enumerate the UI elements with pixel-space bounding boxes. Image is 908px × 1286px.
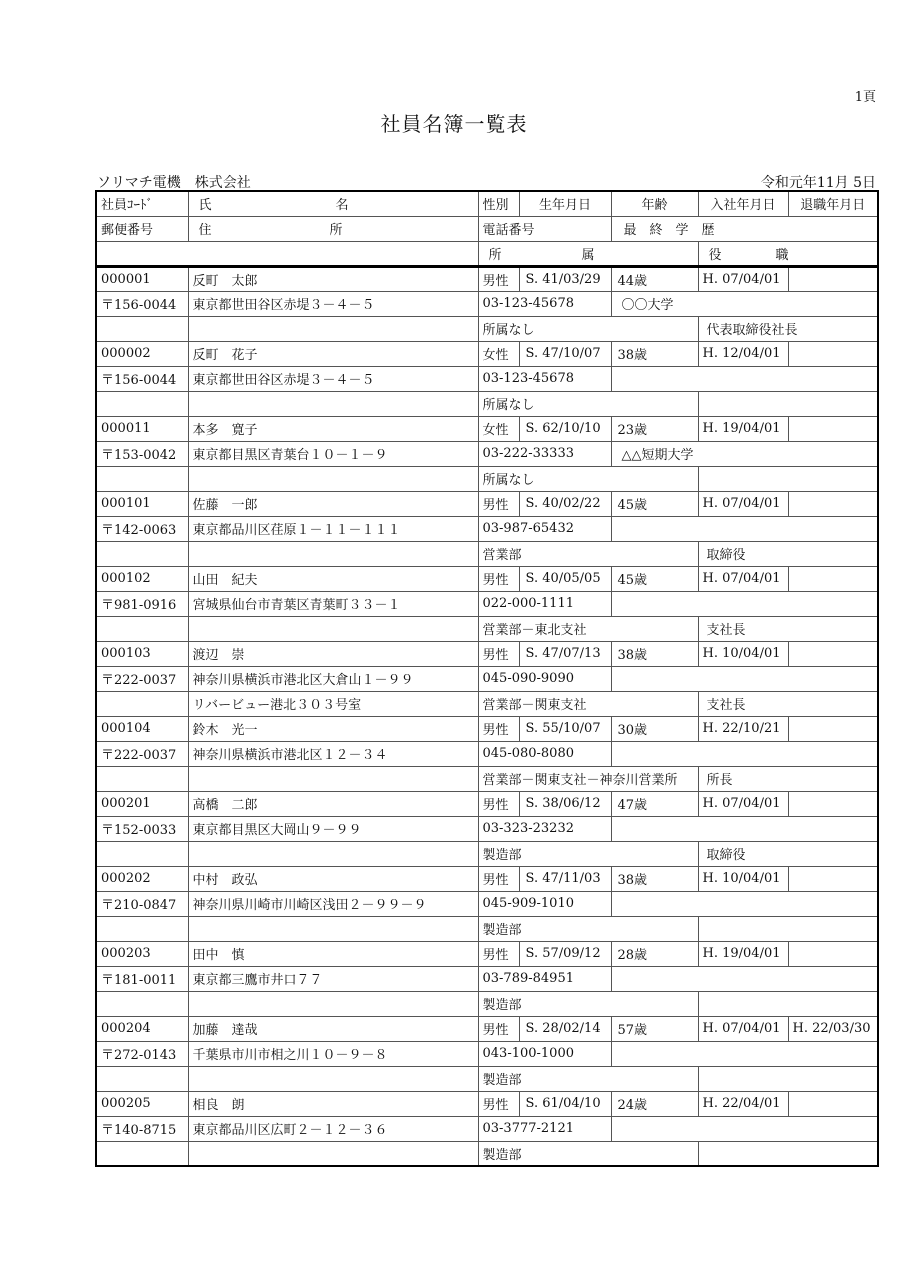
employee-blank xyxy=(96,691,188,716)
employee-department: 所属なし xyxy=(478,391,698,416)
employee-name: 反町 花子 xyxy=(188,341,478,366)
employee-gender: 男性 xyxy=(478,941,519,966)
employee-position: 取締役 xyxy=(698,541,878,566)
employee-blank xyxy=(96,391,188,416)
employee-row-contact xyxy=(96,291,878,316)
employee-row-contact xyxy=(96,1116,878,1141)
employee-birth: S. 57/09/12 xyxy=(519,941,611,966)
employee-row-contact xyxy=(96,891,878,916)
header-department-1: 所 xyxy=(488,247,502,263)
header-education: 最 終 学 歴 xyxy=(611,216,878,241)
header-department xyxy=(478,241,698,266)
header-postal: 郵便番号 xyxy=(96,216,188,241)
employee-position: 支社長 xyxy=(698,616,878,641)
employee-age: 24歳 xyxy=(611,1091,698,1116)
employee-address-line2 xyxy=(188,541,478,566)
employee-address-line2 xyxy=(188,841,478,866)
employee-gender: 女性 xyxy=(478,341,519,366)
employee-row-department xyxy=(96,991,878,1016)
employee-education xyxy=(611,891,878,916)
employee-address-line2 xyxy=(188,316,478,341)
employee-address-line2 xyxy=(188,466,478,491)
employee-birth: S. 47/11/03 xyxy=(519,866,611,891)
employee-education xyxy=(611,366,878,391)
employee-row-contact xyxy=(96,441,878,466)
header-row-2 xyxy=(96,216,878,241)
employee-postal: 〒222-0037 xyxy=(96,666,188,691)
header-row-3 xyxy=(96,241,878,266)
employee-retire-date xyxy=(788,791,878,816)
employee-code: 000205 xyxy=(96,1091,188,1116)
employee-address: 東京都品川区広町２－１２－３６ xyxy=(188,1116,478,1141)
employee-position: 所長 xyxy=(698,766,878,791)
employee-name: 田中 慎 xyxy=(188,941,478,966)
employee-blank xyxy=(96,1141,188,1166)
employee-hire-date: H. 07/04/01 xyxy=(698,791,788,816)
employee-birth: S. 38/06/12 xyxy=(519,791,611,816)
header-position xyxy=(698,241,878,266)
employee-row-main xyxy=(96,266,878,291)
employee-row-department xyxy=(96,1141,878,1166)
employee-row-department xyxy=(96,1066,878,1091)
employee-birth: S. 47/10/07 xyxy=(519,341,611,366)
employee-age: 57歳 xyxy=(611,1016,698,1041)
employee-row-department xyxy=(96,916,878,941)
employee-gender: 男性 xyxy=(478,791,519,816)
employee-row-department xyxy=(96,391,878,416)
employee-name: 鈴木 光一 xyxy=(188,716,478,741)
employee-address: 神奈川県横浜市港北区１２－３４ xyxy=(188,741,478,766)
employee-row-main xyxy=(96,566,878,591)
employee-name: 本多 寛子 xyxy=(188,416,478,441)
employee-birth: S. 40/02/22 xyxy=(519,491,611,516)
employee-code: 000011 xyxy=(96,416,188,441)
employee-postal: 〒156-0044 xyxy=(96,366,188,391)
employee-roster-table xyxy=(95,190,879,1167)
employee-row-department xyxy=(96,541,878,566)
employee-birth: S. 62/10/10 xyxy=(519,416,611,441)
employee-address-line2 xyxy=(188,1066,478,1091)
employee-hire-date: H. 07/04/01 xyxy=(698,1016,788,1041)
employee-position: 支社長 xyxy=(698,691,878,716)
employee-blank xyxy=(96,316,188,341)
employee-gender: 女性 xyxy=(478,416,519,441)
employee-address-line2 xyxy=(188,991,478,1016)
employee-postal: 〒152-0033 xyxy=(96,816,188,841)
employee-row-contact xyxy=(96,966,878,991)
employee-hire-date: H. 22/10/21 xyxy=(698,716,788,741)
header-address xyxy=(188,216,478,241)
employee-phone: 03-987-65432 xyxy=(478,516,611,541)
employee-blank xyxy=(96,841,188,866)
employee-birth: S. 40/05/05 xyxy=(519,566,611,591)
employee-gender: 男性 xyxy=(478,641,519,666)
employee-postal: 〒142-0063 xyxy=(96,516,188,541)
employee-row-main xyxy=(96,1016,878,1041)
employee-row-department xyxy=(96,766,878,791)
employee-department: 所属なし xyxy=(478,466,698,491)
employee-age: 44歳 xyxy=(611,266,698,291)
employee-position xyxy=(698,1141,878,1166)
employee-hire-date: H. 07/04/01 xyxy=(698,491,788,516)
employee-row-main xyxy=(96,341,878,366)
employee-gender: 男性 xyxy=(478,1016,519,1041)
employee-department: 製造部 xyxy=(478,991,698,1016)
employee-department: 製造部 xyxy=(478,1066,698,1091)
header-name-2: 名 xyxy=(335,198,349,214)
employee-gender: 男性 xyxy=(478,566,519,591)
employee-department: 製造部 xyxy=(478,916,698,941)
employee-education xyxy=(611,666,878,691)
employee-department: 営業部－関東支社－神奈川営業所 xyxy=(478,766,698,791)
employee-code: 000202 xyxy=(96,866,188,891)
employee-blank xyxy=(96,916,188,941)
employee-name: 渡辺 崇 xyxy=(188,641,478,666)
employee-position xyxy=(698,1066,878,1091)
employee-retire-date xyxy=(788,641,878,666)
employee-blank xyxy=(96,766,188,791)
employee-row-main xyxy=(96,941,878,966)
employee-age: 23歳 xyxy=(611,416,698,441)
employee-retire-date xyxy=(788,266,878,291)
employee-age: 30歳 xyxy=(611,716,698,741)
employee-address-line2 xyxy=(188,766,478,791)
employee-hire-date: H. 10/04/01 xyxy=(698,866,788,891)
employee-address: 東京都品川区荏原１－１１－１１１ xyxy=(188,516,478,541)
employee-address-line2: リバービュー港北３０３号室 xyxy=(188,691,478,716)
employee-hire-date: H. 19/04/01 xyxy=(698,941,788,966)
employee-age: 47歳 xyxy=(611,791,698,816)
employee-hire-date: H. 19/04/01 xyxy=(698,416,788,441)
employee-name: 反町 太郎 xyxy=(188,266,478,291)
employee-phone: 03-123-45678 xyxy=(478,291,611,316)
employee-code: 000201 xyxy=(96,791,188,816)
employee-code: 000001 xyxy=(96,266,188,291)
employee-position xyxy=(698,391,878,416)
employee-age: 45歳 xyxy=(611,566,698,591)
employee-address: 東京都世田谷区赤堤３－４－５ xyxy=(188,291,478,316)
employee-retire-date xyxy=(788,941,878,966)
employee-phone: 022-000-1111 xyxy=(478,591,611,616)
employee-phone: 045-909-1010 xyxy=(478,891,611,916)
employee-gender: 男性 xyxy=(478,491,519,516)
employee-row-main xyxy=(96,716,878,741)
header-code: 社員ｺｰﾄﾞ xyxy=(96,191,188,216)
employee-row-main xyxy=(96,491,878,516)
employee-phone: 045-090-9090 xyxy=(478,666,611,691)
employee-row-main xyxy=(96,1091,878,1116)
employee-blank xyxy=(96,541,188,566)
header-name-1: 氏 xyxy=(198,198,212,214)
employee-birth: S. 28/02/14 xyxy=(519,1016,611,1041)
header-age: 年齢 xyxy=(611,191,698,216)
employee-address: 東京都世田谷区赤堤３－４－５ xyxy=(188,366,478,391)
employee-phone: 03-789-84951 xyxy=(478,966,611,991)
employee-name: 加藤 達哉 xyxy=(188,1016,478,1041)
employee-department: 営業部－東北支社 xyxy=(478,616,698,641)
employee-row-main xyxy=(96,416,878,441)
employee-row-contact xyxy=(96,591,878,616)
employee-row-department xyxy=(96,841,878,866)
employee-row-department xyxy=(96,466,878,491)
header-position-2: 職 xyxy=(775,247,789,263)
employee-row-contact xyxy=(96,741,878,766)
employee-education xyxy=(611,1116,878,1141)
employee-retire-date xyxy=(788,341,878,366)
header-gender: 性別 xyxy=(478,191,519,216)
header-retire: 退職年月日 xyxy=(788,191,878,216)
employee-age: 38歳 xyxy=(611,641,698,666)
employee-department: 製造部 xyxy=(478,1141,698,1166)
employee-department: 製造部 xyxy=(478,841,698,866)
header-address-2: 所 xyxy=(329,223,343,238)
employee-blank xyxy=(96,1066,188,1091)
employee-gender: 男性 xyxy=(478,1091,519,1116)
employee-department: 営業部－関東支社 xyxy=(478,691,698,716)
employee-education xyxy=(611,516,878,541)
employee-education xyxy=(611,741,878,766)
employee-row-contact xyxy=(96,516,878,541)
employee-age: 38歳 xyxy=(611,341,698,366)
employee-department: 営業部 xyxy=(478,541,698,566)
employee-education: 〇〇大学 xyxy=(611,291,878,316)
employee-address: 東京都目黒区青葉台１０－１－９ xyxy=(188,441,478,466)
employee-retire-date xyxy=(788,866,878,891)
header-name xyxy=(188,191,478,216)
employee-postal: 〒272-0143 xyxy=(96,1041,188,1066)
page-title: 社員名簿一覧表 xyxy=(380,112,528,136)
employee-phone: 043-100-1000 xyxy=(478,1041,611,1066)
employee-hire-date: H. 22/04/01 xyxy=(698,1091,788,1116)
header-blank xyxy=(96,241,478,266)
employee-address: 神奈川県横浜市港北区大倉山１－９９ xyxy=(188,666,478,691)
employee-education: △△短期大学 xyxy=(611,441,878,466)
employee-code: 000102 xyxy=(96,566,188,591)
employee-position xyxy=(698,916,878,941)
employee-postal: 〒140-8715 xyxy=(96,1116,188,1141)
employee-birth: S. 47/07/13 xyxy=(519,641,611,666)
employee-postal: 〒181-0011 xyxy=(96,966,188,991)
employee-postal: 〒153-0042 xyxy=(96,441,188,466)
employee-code: 000101 xyxy=(96,491,188,516)
employee-row-main xyxy=(96,641,878,666)
employee-row-main xyxy=(96,866,878,891)
employee-hire-date: H. 10/04/01 xyxy=(698,641,788,666)
employee-gender: 男性 xyxy=(478,266,519,291)
employee-phone: 03-323-23232 xyxy=(478,816,611,841)
employee-age: 28歳 xyxy=(611,941,698,966)
employee-birth: S. 41/03/29 xyxy=(519,266,611,291)
employee-phone: 03-222-33333 xyxy=(478,441,611,466)
employee-hire-date: H. 07/04/01 xyxy=(698,266,788,291)
employee-education xyxy=(611,1041,878,1066)
employee-hire-date: H. 12/04/01 xyxy=(698,341,788,366)
employee-name: 佐藤 一郎 xyxy=(188,491,478,516)
employee-row-contact xyxy=(96,1041,878,1066)
employee-retire-date: H. 22/03/30 xyxy=(788,1016,878,1041)
employee-row-main xyxy=(96,791,878,816)
employee-name: 中村 政弘 xyxy=(188,866,478,891)
report-date: 令和元年11月 5日 xyxy=(760,175,876,191)
employee-address-line2 xyxy=(188,391,478,416)
employee-row-department xyxy=(96,691,878,716)
employee-phone: 045-080-8080 xyxy=(478,741,611,766)
employee-address: 神奈川県川崎市川崎区浅田２－９９－９ xyxy=(188,891,478,916)
employee-retire-date xyxy=(788,566,878,591)
employee-postal: 〒156-0044 xyxy=(96,291,188,316)
employee-gender: 男性 xyxy=(478,716,519,741)
employee-education xyxy=(611,966,878,991)
employee-phone: 03-123-45678 xyxy=(478,366,611,391)
employee-age: 45歳 xyxy=(611,491,698,516)
employee-address-line2 xyxy=(188,1141,478,1166)
employee-name: 山田 紀夫 xyxy=(188,566,478,591)
header-row-1 xyxy=(96,191,878,216)
employee-birth: S. 61/04/10 xyxy=(519,1091,611,1116)
employee-address: 千葉県市川市相之川１０－９－８ xyxy=(188,1041,478,1066)
employee-position: 代表取締役社長 xyxy=(698,316,878,341)
employee-position xyxy=(698,466,878,491)
employee-code: 000203 xyxy=(96,941,188,966)
employee-retire-date xyxy=(788,716,878,741)
header-birth: 生年月日 xyxy=(519,191,611,216)
employee-blank xyxy=(96,616,188,641)
employee-address-line2 xyxy=(188,916,478,941)
employee-row-contact xyxy=(96,366,878,391)
employee-code: 000104 xyxy=(96,716,188,741)
employee-postal: 〒210-0847 xyxy=(96,891,188,916)
employee-age: 38歳 xyxy=(611,866,698,891)
employee-row-contact xyxy=(96,666,878,691)
header-phone: 電話番号 xyxy=(478,216,611,241)
employee-row-contact xyxy=(96,816,878,841)
employee-position: 取締役 xyxy=(698,841,878,866)
employee-postal: 〒222-0037 xyxy=(96,741,188,766)
employee-retire-date xyxy=(788,1091,878,1116)
employee-address: 宮城県仙台市青葉区青葉町３３－１ xyxy=(188,591,478,616)
employee-blank xyxy=(96,466,188,491)
employee-position xyxy=(698,991,878,1016)
employee-birth: S. 55/10/07 xyxy=(519,716,611,741)
page-number: 1頁 xyxy=(854,90,876,105)
header-address-1: 住 xyxy=(198,223,212,238)
employee-code: 000002 xyxy=(96,341,188,366)
employee-row-department xyxy=(96,316,878,341)
company-name: ソリマチ電機 株式会社 xyxy=(97,175,251,191)
employee-department: 所属なし xyxy=(478,316,698,341)
employee-postal: 〒981-0916 xyxy=(96,591,188,616)
employee-phone: 03-3777-2121 xyxy=(478,1116,611,1141)
employee-education xyxy=(611,816,878,841)
header-position-1: 役 xyxy=(708,247,722,263)
header-department-2: 属 xyxy=(581,247,595,263)
employee-address: 東京都目黒区大岡山９－９９ xyxy=(188,816,478,841)
employee-gender: 男性 xyxy=(478,866,519,891)
employee-retire-date xyxy=(788,491,878,516)
employee-address-line2 xyxy=(188,616,478,641)
header-hire: 入社年月日 xyxy=(698,191,788,216)
employee-name: 相良 朗 xyxy=(188,1091,478,1116)
employee-code: 000204 xyxy=(96,1016,188,1041)
employee-retire-date xyxy=(788,416,878,441)
employee-education xyxy=(611,591,878,616)
employee-row-department xyxy=(96,616,878,641)
employee-hire-date: H. 07/04/01 xyxy=(698,566,788,591)
employee-blank xyxy=(96,991,188,1016)
employee-address: 東京都三鷹市井口７７ xyxy=(188,966,478,991)
employee-code: 000103 xyxy=(96,641,188,666)
employee-name: 高橋 二郎 xyxy=(188,791,478,816)
